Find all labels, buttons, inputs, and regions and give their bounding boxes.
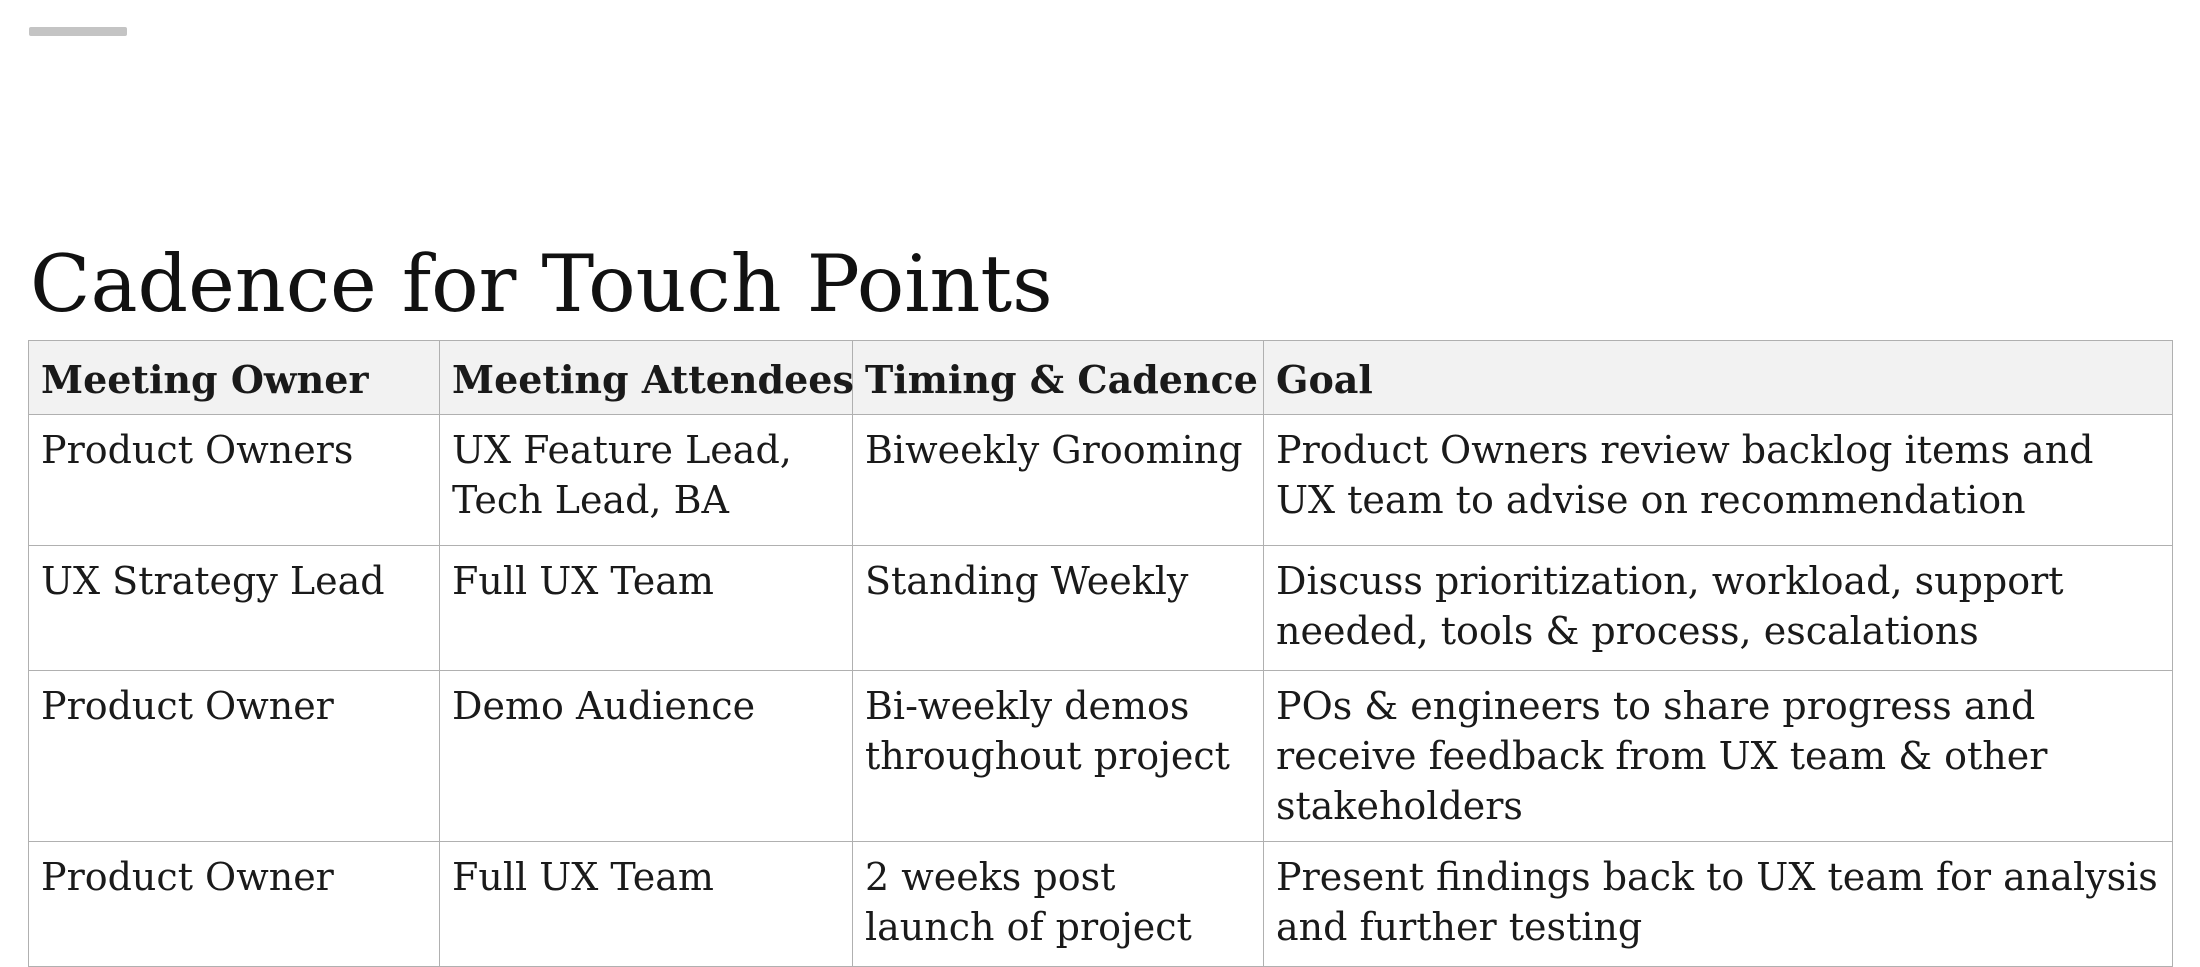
cell-goal: Present findings back to UX team for analysis and further testing [1264, 842, 2173, 967]
column-header-timing-cadence: Timing & Cadence [853, 341, 1264, 415]
cell-timing-cadence: Standing Weekly [853, 546, 1264, 671]
table-row [29, 415, 2173, 546]
cell-timing-cadence: 2 weeks post launch of project [853, 842, 1264, 967]
cell-meeting-owner: Product Owner [29, 671, 440, 842]
cell-meeting-attendees: Full UX Team [440, 546, 853, 671]
slide-drag-handle [29, 27, 127, 36]
table-row [29, 842, 2173, 967]
cell-meeting-owner: Product Owners [29, 415, 440, 546]
cell-goal: Discuss prioritization, workload, support needed, tools & process, escalations [1264, 546, 2173, 671]
column-header-goal: Goal [1264, 341, 2173, 415]
table-header-row [29, 341, 2173, 415]
cell-goal: POs & engineers to share progress and receive feedback from UX team & other stakeholders [1264, 671, 2173, 842]
page-title: Cadence for Touch Points [30, 238, 1053, 330]
column-header-meeting-attendees: Meeting Attendees [440, 341, 853, 415]
cell-timing-cadence: Bi-weekly demos throughout project [853, 671, 1264, 842]
cell-meeting-owner: UX Strategy Lead [29, 546, 440, 671]
table-row [29, 546, 2173, 671]
cell-meeting-attendees: Full UX Team [440, 842, 853, 967]
cell-meeting-attendees: UX Feature Lead, Tech Lead, BA [440, 415, 853, 546]
cell-meeting-owner: Product Owner [29, 842, 440, 967]
cell-timing-cadence: Biweekly Grooming [853, 415, 1264, 546]
touch-points-table-container [28, 340, 2172, 967]
table-row [29, 671, 2173, 842]
cell-goal: Product Owners review backlog items and UX team to advise on recommendation [1264, 415, 2173, 546]
column-header-meeting-owner: Meeting Owner [29, 341, 440, 415]
touch-points-table [28, 340, 2173, 967]
cell-meeting-attendees: Demo Audience [440, 671, 853, 842]
